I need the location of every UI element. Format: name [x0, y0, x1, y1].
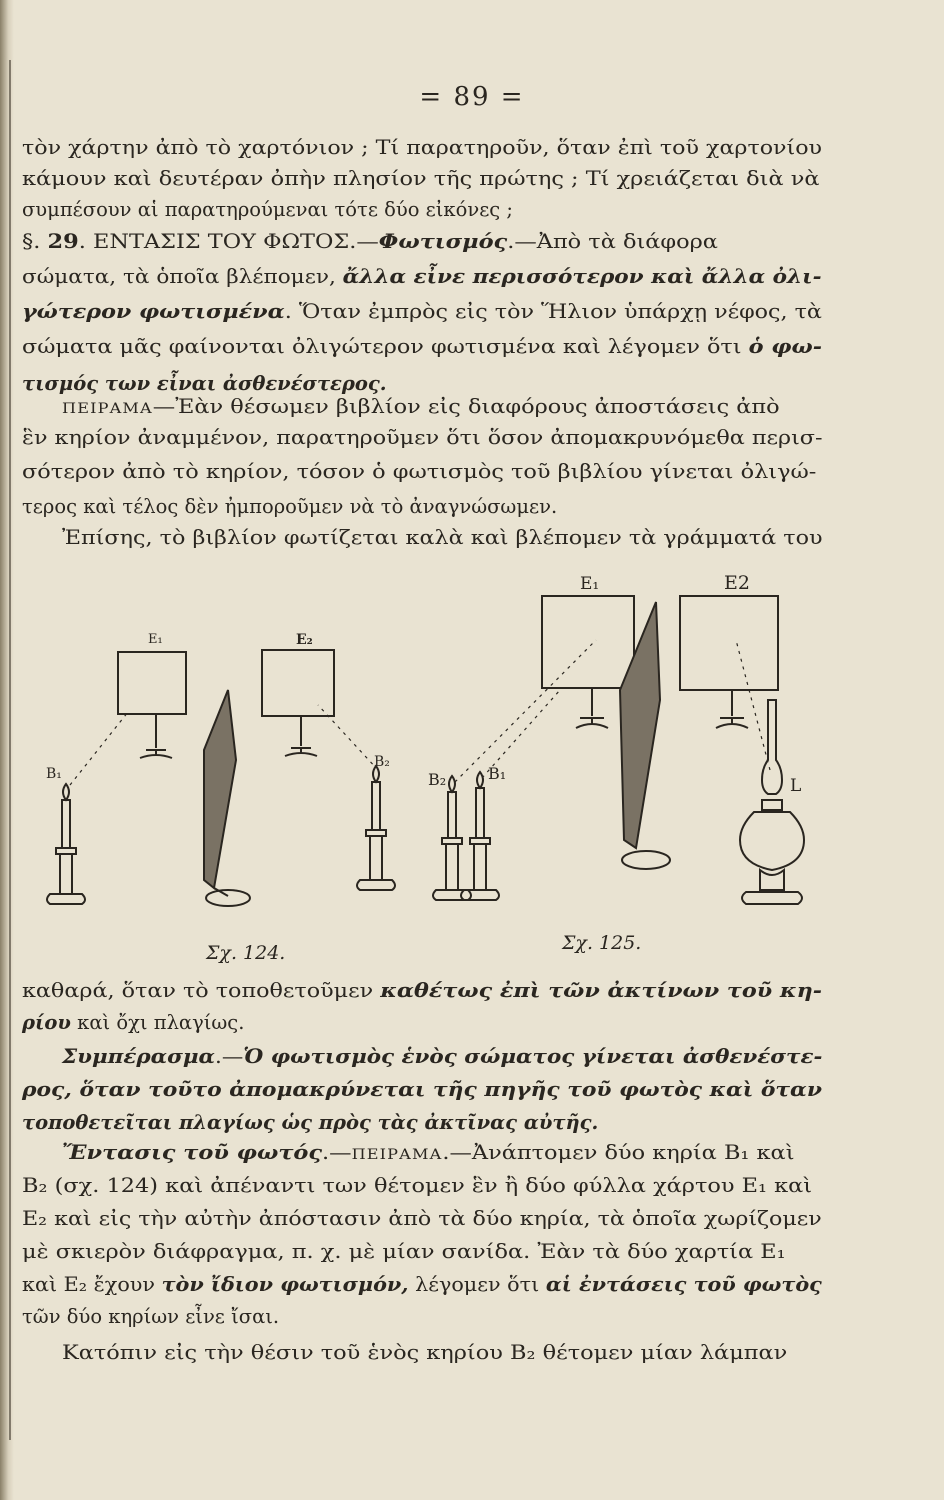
smallcaps-text: ΠΕΙΡΑΜΑ — [62, 401, 153, 417]
text-span: σώματα μᾶς φαίνονται ὀλιγώτερον φωτισμένα καὶ λέγομεν ὅτι — [22, 335, 749, 358]
text-span: τερος καὶ τέλος δὲν ἠμποροῦμεν νὰ τὸ ἀναγνώσωμεν. — [22, 495, 558, 518]
text-span: τῶν δύο κηρίων εἶνε ἴσαι. — [22, 1305, 280, 1328]
text-span: τὸν χάρτην ἀπὸ τὸ χαρτόνιον ; Τί παρατηροῦν, ὅταν ἐπὶ τοῦ χαρτονίου — [22, 136, 823, 159]
text-span: κάμουν καὶ δευτέραν ὀπὴν πλησίον τῆς πρώτης ; Τί χρειάζεται διὰ νὰ — [22, 167, 820, 190]
text-span: Ἐπίσης, τὸ βιβλίον φωτίζεται καλὰ καὶ βλέπομεν τὰ γράμματά του — [62, 526, 823, 549]
text-span: .— — [215, 1045, 244, 1068]
text-span: Ε₂ καὶ εἰς τὴν αὐτὴν ἀπόστασιν ἀπὸ τὰ δύο κηρία, τὰ ὁποῖα χωρίζομεν — [22, 1207, 822, 1230]
fig124-candle1 — [47, 784, 85, 904]
emphasis-text: ρος, ὅταν τοῦτο ἀπομακρύνεται τῆς πηγῆς τοῦ φωτὸς καὶ ὅταν — [22, 1078, 822, 1101]
text-span: ἓν κηρίον ἀναμμένον, παρατηροῦμεν ὅτι ὅσον ἀπομακρυνόμεθα περισ- — [22, 426, 823, 449]
emphasis-text: γώτερον φωτισμένα — [22, 300, 285, 323]
text-span: . ΕΝΤΑΣΙΣ ΤΟΥ ΦΩΤΟΣ.— — [78, 230, 379, 253]
emphasis-text: Συμπέρασμα — [62, 1045, 216, 1068]
emphasis-text: ὁ φω- — [748, 335, 822, 358]
text-line — [62, 1340, 787, 1366]
fig125-divider — [620, 602, 670, 869]
text-line — [62, 1140, 794, 1168]
fig125-label-b1: Β₁ — [488, 764, 507, 783]
text-span: .— — [322, 1141, 352, 1164]
emphasis-text: καθέτως ἐπὶ τῶν ἀκτίνων τοῦ κη- — [380, 979, 823, 1002]
emphasis-text: τὸν ἴδιον φωτισμόν, — [161, 1273, 409, 1296]
emphasis-text: ἄλλα εἶνε περισσότερον καὶ ἄλλα ὀλι- — [342, 265, 822, 288]
emphasis-text: Ὁ φωτισμὸς ἑνὸς σώματος γίνεται ἀσθενέστε- — [243, 1045, 823, 1068]
text-span: καὶ ὄχι πλαγίως. — [70, 1011, 245, 1034]
text-line — [22, 1173, 812, 1199]
text-span: λέγομεν ὅτι — [408, 1273, 546, 1296]
text-span: §. — [22, 230, 48, 253]
fig125-label-lamp: L — [790, 776, 802, 796]
text-span: . Ὅταν ἐμπρὸς εἰς τὸν Ἥλιον ὑπάρχῃ νέφος, τὰ — [284, 300, 822, 323]
fig124-label-e2: Ε₂ — [296, 632, 313, 648]
fig125-candle2 — [461, 772, 499, 900]
page-number: = 89 = — [419, 82, 525, 112]
fig125-lamp — [740, 700, 804, 904]
text-span: 29 — [47, 230, 79, 253]
emphasis-text: αἱ ἐντάσεις τοῦ φωτὸς — [545, 1273, 822, 1296]
text-span: σώματα, τὰ ὁποῖα βλέπομεν, — [22, 265, 343, 288]
text-line — [22, 1239, 786, 1265]
fig124-label-b2: Β₂ — [374, 754, 390, 770]
text-line — [22, 1206, 822, 1232]
text-line — [22, 1304, 279, 1330]
fig124-candle2 — [357, 766, 395, 890]
fig125-label-e1: Ε₁ — [580, 574, 600, 594]
emphasis-text: τοποθετεῖται πλαγίως ὡς πρὸς τὰς ἀκτῖνας αὐτῆς. — [22, 1111, 599, 1134]
fig125-screen2 — [680, 596, 778, 728]
text-span: .—Ἀπὸ τὰ διάφορα — [507, 230, 718, 253]
text-span: —Ἐὰν θέσωμεν βιβλίον εἰς διαφόρους ἀποστάσεις ἀπὸ — [152, 395, 780, 418]
emphasis-text: Φωτισμός — [378, 230, 508, 253]
fig124-screen1 — [118, 652, 186, 758]
text-span: μὲ σκιερὸν διάφραγμα, π. χ. μὲ μίαν σανίδα. Ἐὰν τὰ δύο χαρτία Ε₁ — [22, 1240, 786, 1263]
text-span: καθαρά, ὅταν τὸ τοποθετοῦμεν — [22, 979, 381, 1002]
text-span: καὶ Ε₂ ἔχουν — [22, 1273, 162, 1296]
smallcaps-text: ΠΕΙΡΑΜΑ — [351, 1147, 443, 1163]
text-span: σότερον ἀπὸ τὸ κηρίον, τόσον ὁ φωτισμὸς τοῦ βιβλίου γίνεται ὀλιγώ- — [22, 460, 817, 483]
text-line — [22, 1010, 244, 1036]
fig125-candle1 — [433, 776, 471, 900]
text-line — [22, 1077, 822, 1103]
fig124-label-b1: Β₁ — [46, 766, 62, 782]
fig125-label-b2: Β₂ — [428, 770, 447, 789]
fig124-screen2 — [262, 650, 334, 756]
fig125-rays — [455, 640, 770, 782]
emphasis-text: Ἔντασις τοῦ φωτός — [62, 1141, 323, 1164]
text-span: συμπέσουν αἱ παρατηρούμεναι τότε δύο εἰκόνες ; — [22, 198, 513, 221]
text-span: .—Ἀνάπτομεν δύο κηρία Β₁ καὶ — [442, 1141, 795, 1164]
fig125-label-e2: Ε2 — [724, 572, 750, 594]
emphasis-text: τισμός των εἶναι ἀσθενέστερος. — [22, 372, 387, 395]
text-span: Κατόπιν εἰς τὴν θέσιν τοῦ ἑνὸς κηρίου Β₂ θέτομεν μίαν λάμπαν — [62, 1341, 788, 1364]
text-line — [22, 1272, 822, 1298]
text-span: Β₂ (σχ. 124) καὶ ἀπέναντι των θέτομεν ἓν ἢ δύο φύλλα χάρτου Ε₁ καὶ — [22, 1174, 813, 1197]
fig124-label-e1: Ε₁ — [148, 632, 163, 647]
text-line — [22, 1110, 598, 1136]
fig125-caption: Σχ. 125. — [562, 932, 642, 954]
text-line — [62, 1044, 822, 1070]
emphasis-text: ρίου — [22, 1011, 71, 1034]
fig124-divider — [204, 690, 250, 906]
fig124-caption: Σχ. 124. — [206, 942, 286, 964]
